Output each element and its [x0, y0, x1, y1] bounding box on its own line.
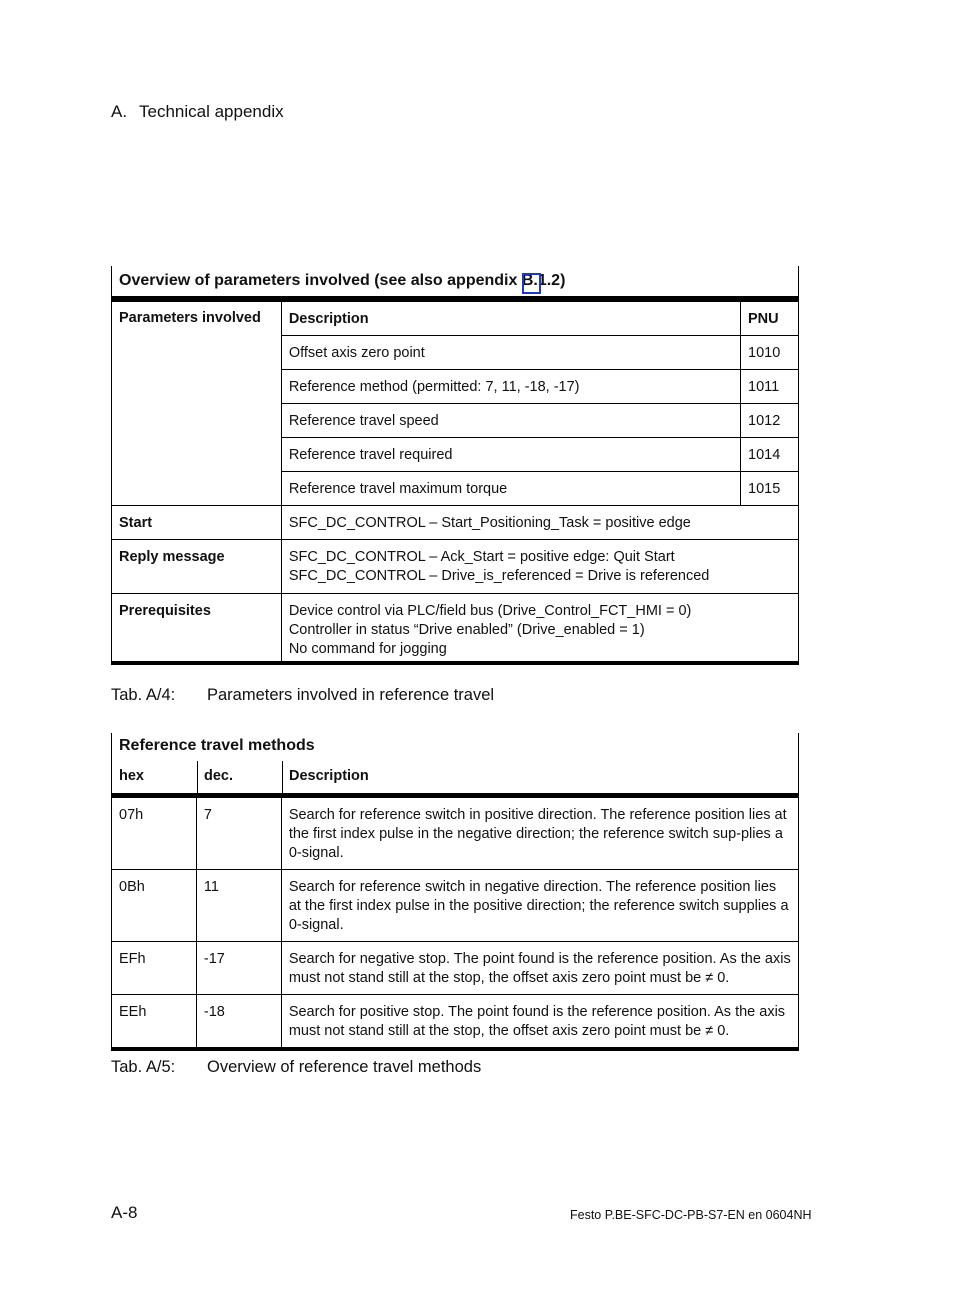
reply-value	[281, 540, 798, 594]
methods-grid	[111, 798, 799, 1047]
param-pnu: 1012	[741, 404, 799, 438]
table-row	[112, 870, 799, 942]
table-caption	[111, 686, 494, 705]
parameters-involved-label: Parameters involved	[112, 302, 282, 506]
param-pnu: 1015	[741, 472, 799, 506]
method-description: Search for negative stop. The point found is the reference position. As the axis must not stand still at the stop, the offset axis zero point must be ≠ 0.	[281, 942, 798, 995]
section-title: Technical appendix	[139, 102, 284, 121]
methods-table-header	[111, 733, 799, 793]
caption-number: Tab. A/5:	[111, 1058, 176, 1076]
column-divider	[282, 761, 283, 793]
method-hex: 0Bh	[112, 870, 197, 942]
param-pnu: 1011	[741, 370, 799, 404]
start-label: Start	[112, 506, 282, 540]
method-dec: 7	[196, 798, 281, 870]
section-number: A.	[111, 102, 128, 121]
table-rule	[111, 661, 799, 665]
table-caption	[111, 1058, 481, 1077]
pnu-header: PNU	[741, 302, 799, 336]
section-header	[111, 102, 284, 122]
prereq-line: Controller in status “Drive enabled” (Drive_enabled = 1)	[288, 622, 645, 638]
table-row	[112, 942, 799, 995]
table-row	[112, 594, 799, 662]
appendix-link-box[interactable]	[522, 273, 541, 294]
param-description: Reference travel maximum torque	[281, 472, 740, 506]
table-row	[112, 506, 799, 540]
method-dec: -18	[196, 995, 281, 1048]
parameters-table-title: Overview of parameters involved (see also appendix B.1.2)	[111, 266, 799, 296]
start-value: SFC_DC_CONTROL – Start_Positioning_Task = positive edge	[281, 506, 798, 540]
table-row	[112, 798, 799, 870]
reference-methods-table	[111, 733, 799, 1051]
method-description: Search for reference switch in positive direction. The reference position lies at the first index pulse in the negative direction; the reference switch sup-plies a 0-signal.	[281, 798, 798, 870]
reply-line: SFC_DC_CONTROL – Drive_is_referenced = Drive is referenced	[288, 568, 710, 584]
method-hex: EFh	[112, 942, 197, 995]
hex-header: hex	[119, 768, 144, 784]
method-hex: 07h	[112, 798, 197, 870]
parameters-table	[111, 266, 799, 665]
param-pnu: 1010	[741, 336, 799, 370]
dec-header: dec.	[204, 768, 234, 784]
method-description: Search for positive stop. The point found is the reference position. As the axis must not stand still at the stop, the offset axis zero point must be ≠ 0.	[281, 995, 798, 1048]
method-hex: EEh	[112, 995, 197, 1048]
table-row	[112, 995, 799, 1048]
param-pnu: 1014	[741, 438, 799, 472]
page-number: A-8	[111, 1203, 138, 1222]
prerequisites-label: Prerequisites	[112, 594, 282, 662]
description-header: Description	[281, 302, 740, 336]
caption-number: Tab. A/4:	[111, 686, 176, 704]
reply-line: SFC_DC_CONTROL – Ack_Start = positive edge: Quit Start	[288, 549, 675, 565]
caption-text: Overview of reference travel methods	[207, 1058, 482, 1076]
table-rule	[111, 1047, 799, 1051]
prerequisites-value	[281, 594, 798, 662]
table-row	[112, 302, 799, 336]
prereq-line: No command for jogging	[288, 641, 447, 657]
param-description: Reference method (permitted: 7, 11, -18, -17)	[281, 370, 740, 404]
table-row	[112, 540, 799, 594]
parameters-grid	[111, 301, 799, 661]
param-description: Reference travel speed	[281, 404, 740, 438]
methods-table-title: Reference travel methods	[119, 737, 315, 754]
document-footer: Festo P.BE-SFC-DC-PB-S7-EN en 0604NH	[570, 1208, 812, 1222]
method-dec: 11	[196, 870, 281, 942]
prereq-line: Device control via PLC/field bus (Drive_Control_FCT_HMI = 0)	[288, 603, 692, 619]
method-description: Search for reference switch in negative direction. The reference position lies at the first index pulse in the positive direction; the reference switch supplies a 0-signal.	[281, 870, 798, 942]
caption-text: Parameters involved in reference travel	[207, 686, 495, 704]
column-divider	[197, 761, 198, 793]
reply-label: Reply message	[112, 540, 282, 594]
method-dec: -17	[196, 942, 281, 995]
param-description: Reference travel required	[281, 438, 740, 472]
description-header: Description	[289, 768, 369, 784]
param-description: Offset axis zero point	[281, 336, 740, 370]
